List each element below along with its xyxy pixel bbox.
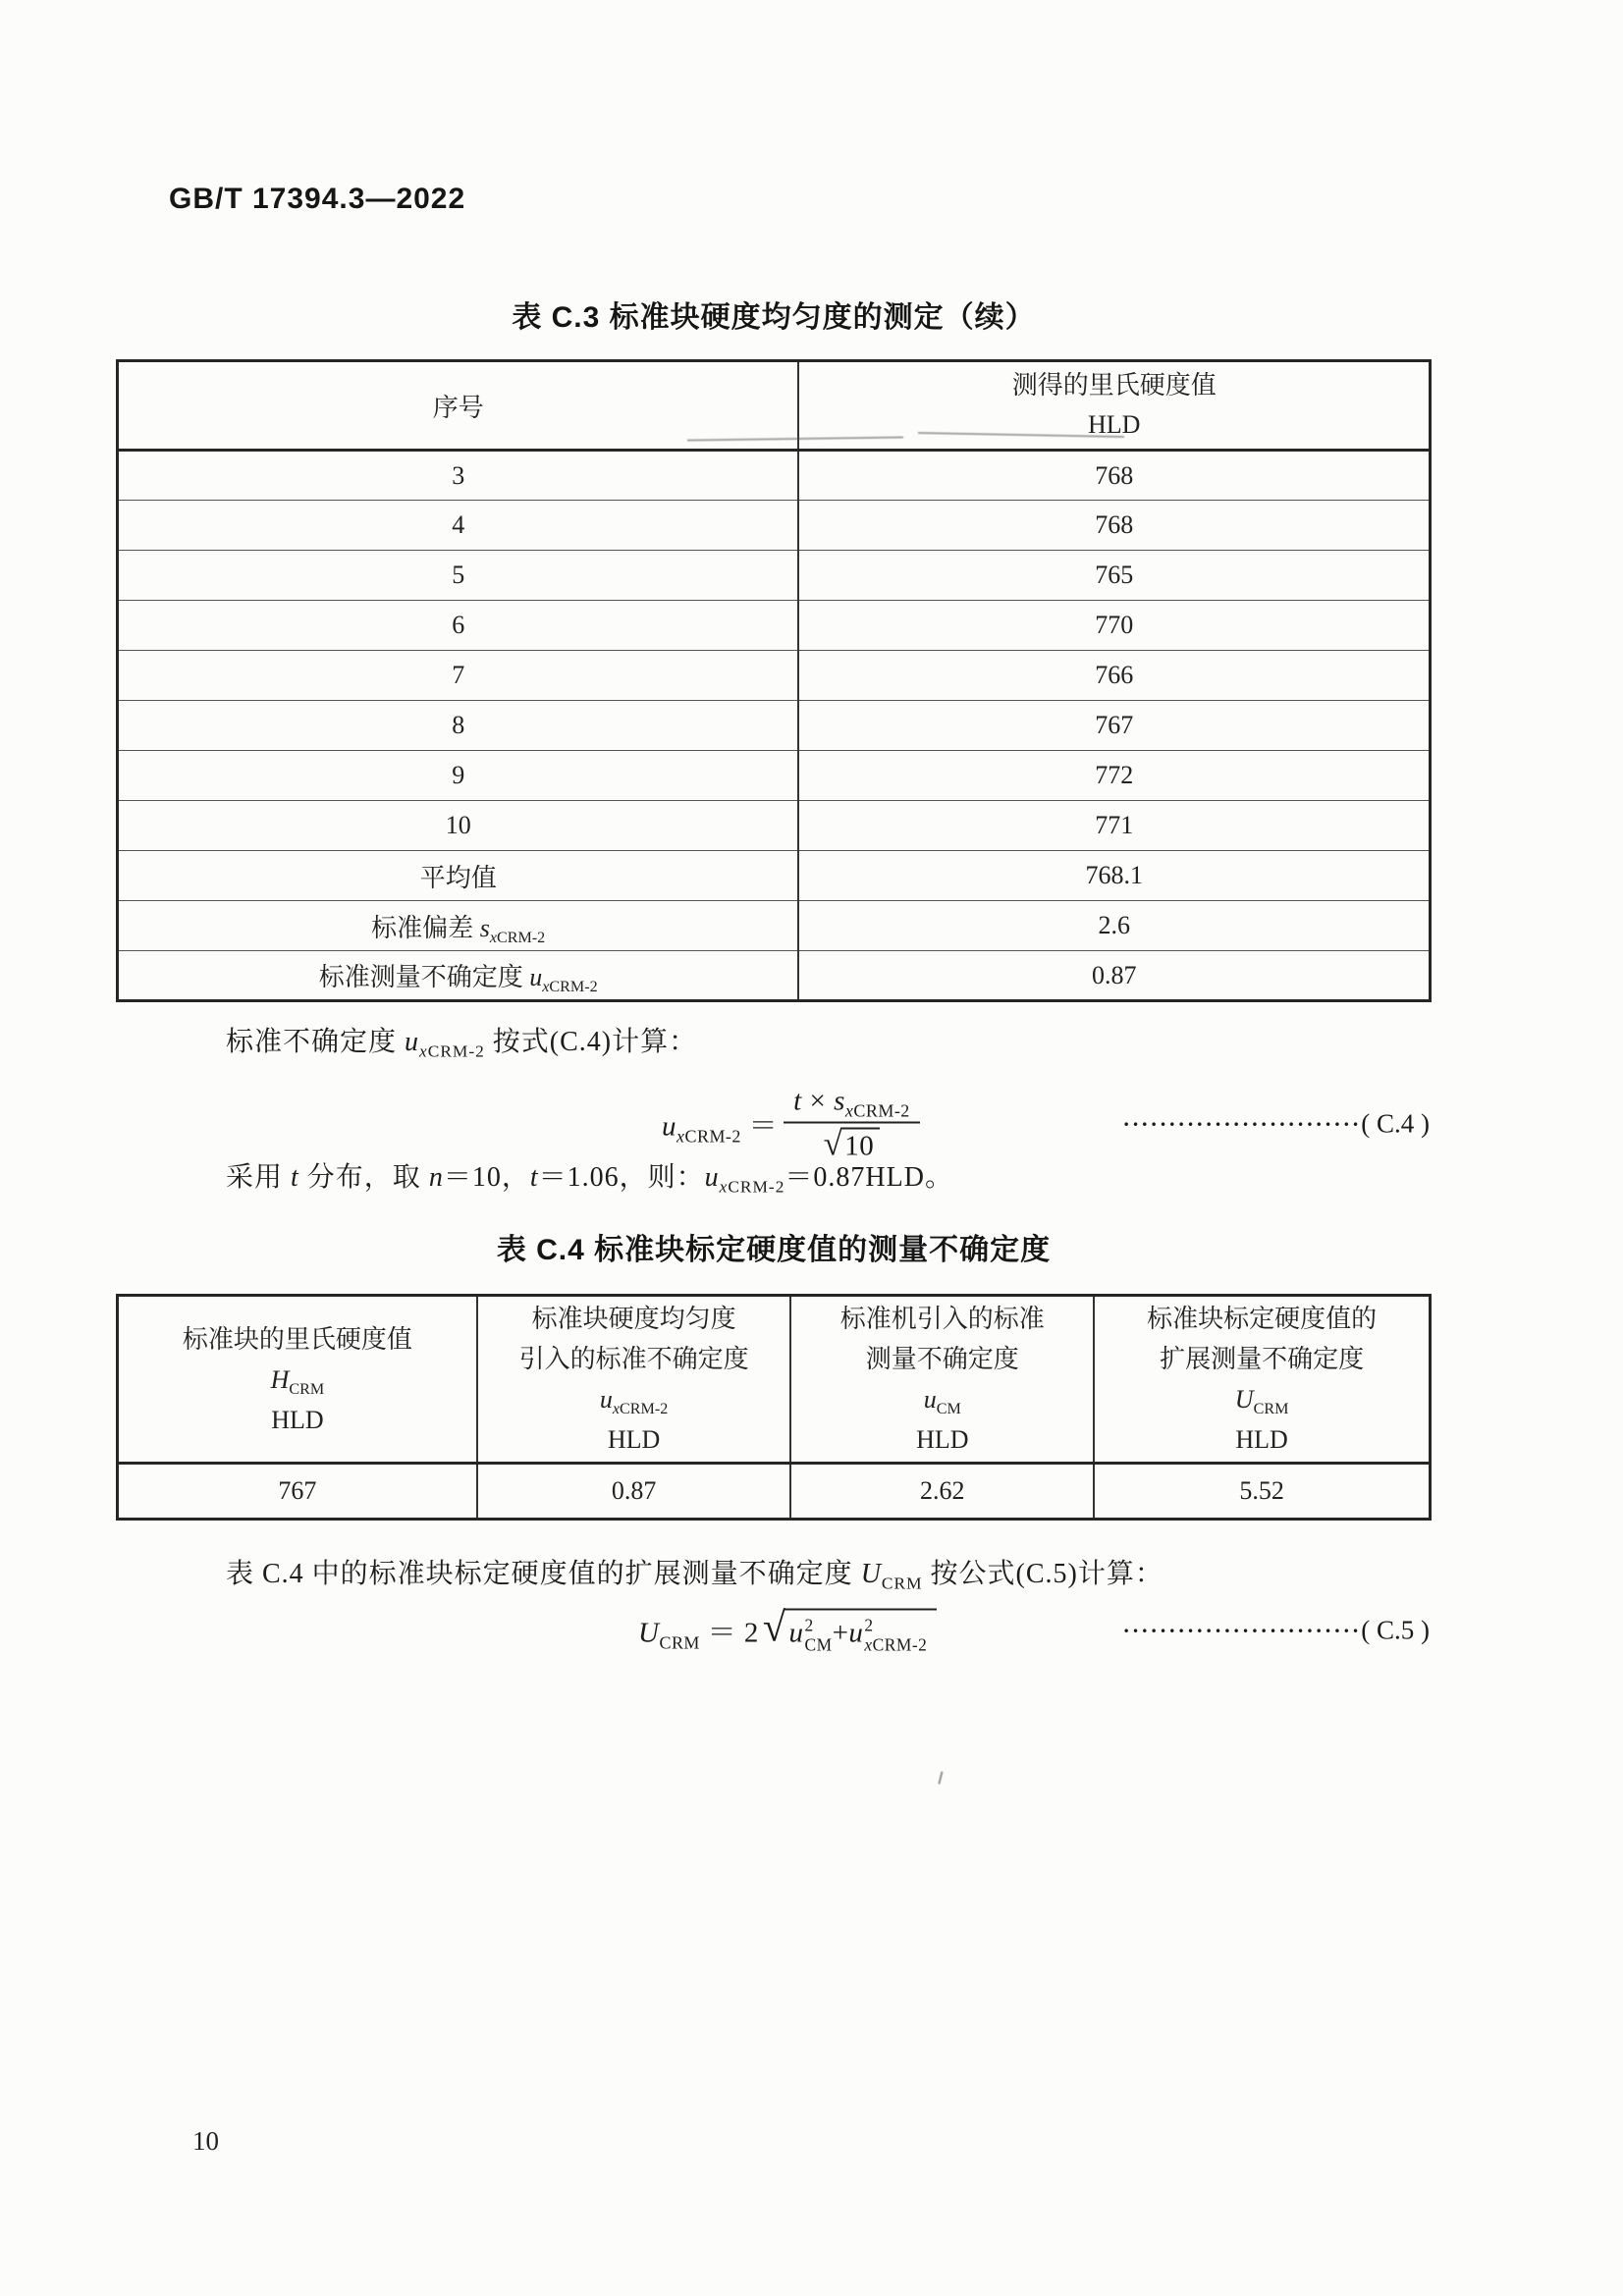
formula-c5 [638,1605,937,1655]
scan-smudge-artifact [687,430,1149,448]
c3-stddev-value: 2.6 [798,901,1430,951]
table-cell: 771 [798,801,1430,851]
table-cell: 9 [118,751,799,801]
page-number: 10 [192,2126,219,2156]
table-cell: 767 [798,701,1430,751]
formula-c4 [662,1086,926,1163]
table-c4-header-row [118,1296,1431,1464]
table-cell: 7 [118,651,799,701]
sqrt-sign: √ [823,1124,843,1163]
table-cell: 4 [118,501,799,551]
table-row [118,951,1431,1001]
table-cell: 5 [118,551,799,601]
table-cell: 768 [798,451,1430,501]
table-row [118,601,1431,651]
paragraph-uncertainty-intro: 标准不确定度 $u_{xCRM-2}$ 按式(C.4)计算： [226,1027,698,1061]
table-row [118,551,1431,601]
c4-value-uniformity: 0.87 [477,1464,791,1520]
c4-header-machine-uncertainty: 标准机引入的标准 测量不确定度 $u_{CM}$ HLD [790,1296,1094,1464]
table-row [118,651,1431,701]
dot-leader: ·························· [1122,1618,1362,1643]
c3-header-hardness-line2: HLD [1087,410,1141,439]
c4-value-expanded: 5.52 [1094,1464,1430,1520]
table-cell: 770 [798,601,1430,651]
formula-c5-radicand: u 2 CM + u 2 xCRM-2 [784,1608,938,1652]
formula-c4-radicand: 10 [840,1128,880,1163]
table-row [118,501,1431,551]
table-cell: 766 [798,651,1430,701]
table-row [118,451,1431,501]
table-cell: 772 [798,751,1430,801]
c3-stddev-label: 标准偏差 $s_{xCRM-2}$ [118,901,799,951]
standard-code-header: GB/T 17394.3—2022 [169,183,466,215]
sqrt-sign: √ [762,1605,786,1651]
c4-header-hardness-value: 标准块的里氏硬度值 $H_{CRM}$ HLD [118,1296,477,1464]
table-row [118,851,1431,901]
c4-value-machine: 2.62 [790,1464,1094,1520]
formula-c4-lhs: $u_{xCRM-2}$ ＝ [662,1110,779,1147]
formula-c4-numerator: $t \times s_{xCRM-2}$ [784,1086,920,1124]
formula-c4-reference [1122,1109,1430,1140]
c3-header-seq: 序号 [118,361,799,451]
table-cell: 768.1 [798,851,1430,901]
table-row [118,701,1431,751]
formula-c4-denominator [824,1124,881,1163]
c3-uncertainty-label: 标准测量不确定度 $u_{xCRM-2}$ [118,951,799,1001]
paragraph-expanded-uncertainty: 表 C.4 中的标准块标定硬度值的扩展测量不确定度 $U_{CRM}$ 按公式(C.5)计算： [226,1559,1163,1593]
formula-c5-lhs: $U_{CRM} = 2$ [638,1617,759,1653]
c3-stat-rows [118,901,1431,1001]
dot-leader: ·························· [1122,1111,1362,1137]
table-cell: 768 [798,501,1430,551]
table-cell: 平均值 [118,851,799,901]
table-row [118,901,1431,951]
table-c4-data-row [118,1464,1431,1520]
formula-c4-fraction [784,1086,920,1163]
table-row [118,801,1431,851]
table-c3 [116,359,1432,1002]
table-cell: 10 [118,801,799,851]
table-c4-title: 表 C.4 标准块标定硬度值的测量不确定度 [496,1234,1052,1266]
table-c4 [116,1294,1432,1521]
formula-c5-reference [1122,1616,1430,1646]
c4-header-expanded-uncertainty: 标准块标定硬度值的 扩展测量不确定度 $U_{CRM}$ HLD [1094,1296,1430,1464]
formula-c4-number: ( C.4 ) [1361,1108,1430,1139]
paragraph-t-distribution: 采用 t 分布，取 n＝10，t＝1.06，则：$u_{xCRM-2}=0.87HLD$。 [226,1162,953,1197]
formula-c5-number: ( C.5 ) [1361,1615,1430,1645]
table-cell: 6 [118,601,799,651]
table-cell: 765 [798,551,1430,601]
c4-header-uniformity-uncertainty: 标准块硬度均匀度 引入的标准不确定度 $u_{xCRM-2}$ HLD [477,1296,791,1464]
table-cell: 3 [452,460,465,490]
formula-c5-row [116,1588,1432,1673]
c3-uncertainty-value: 0.87 [798,951,1430,1001]
table-row [118,751,1431,801]
ink-speck-artifact [934,1770,944,1784]
table-c3-title: 表 C.3 标准块硬度均匀度的测定（续） [512,301,1036,334]
table-cell: 8 [118,701,799,751]
c4-value-hardness: 767 [278,1476,317,1505]
c3-data-rows [118,451,1431,901]
c3-header-hardness-line1: 测得的里氏硬度值 [1011,371,1217,400]
